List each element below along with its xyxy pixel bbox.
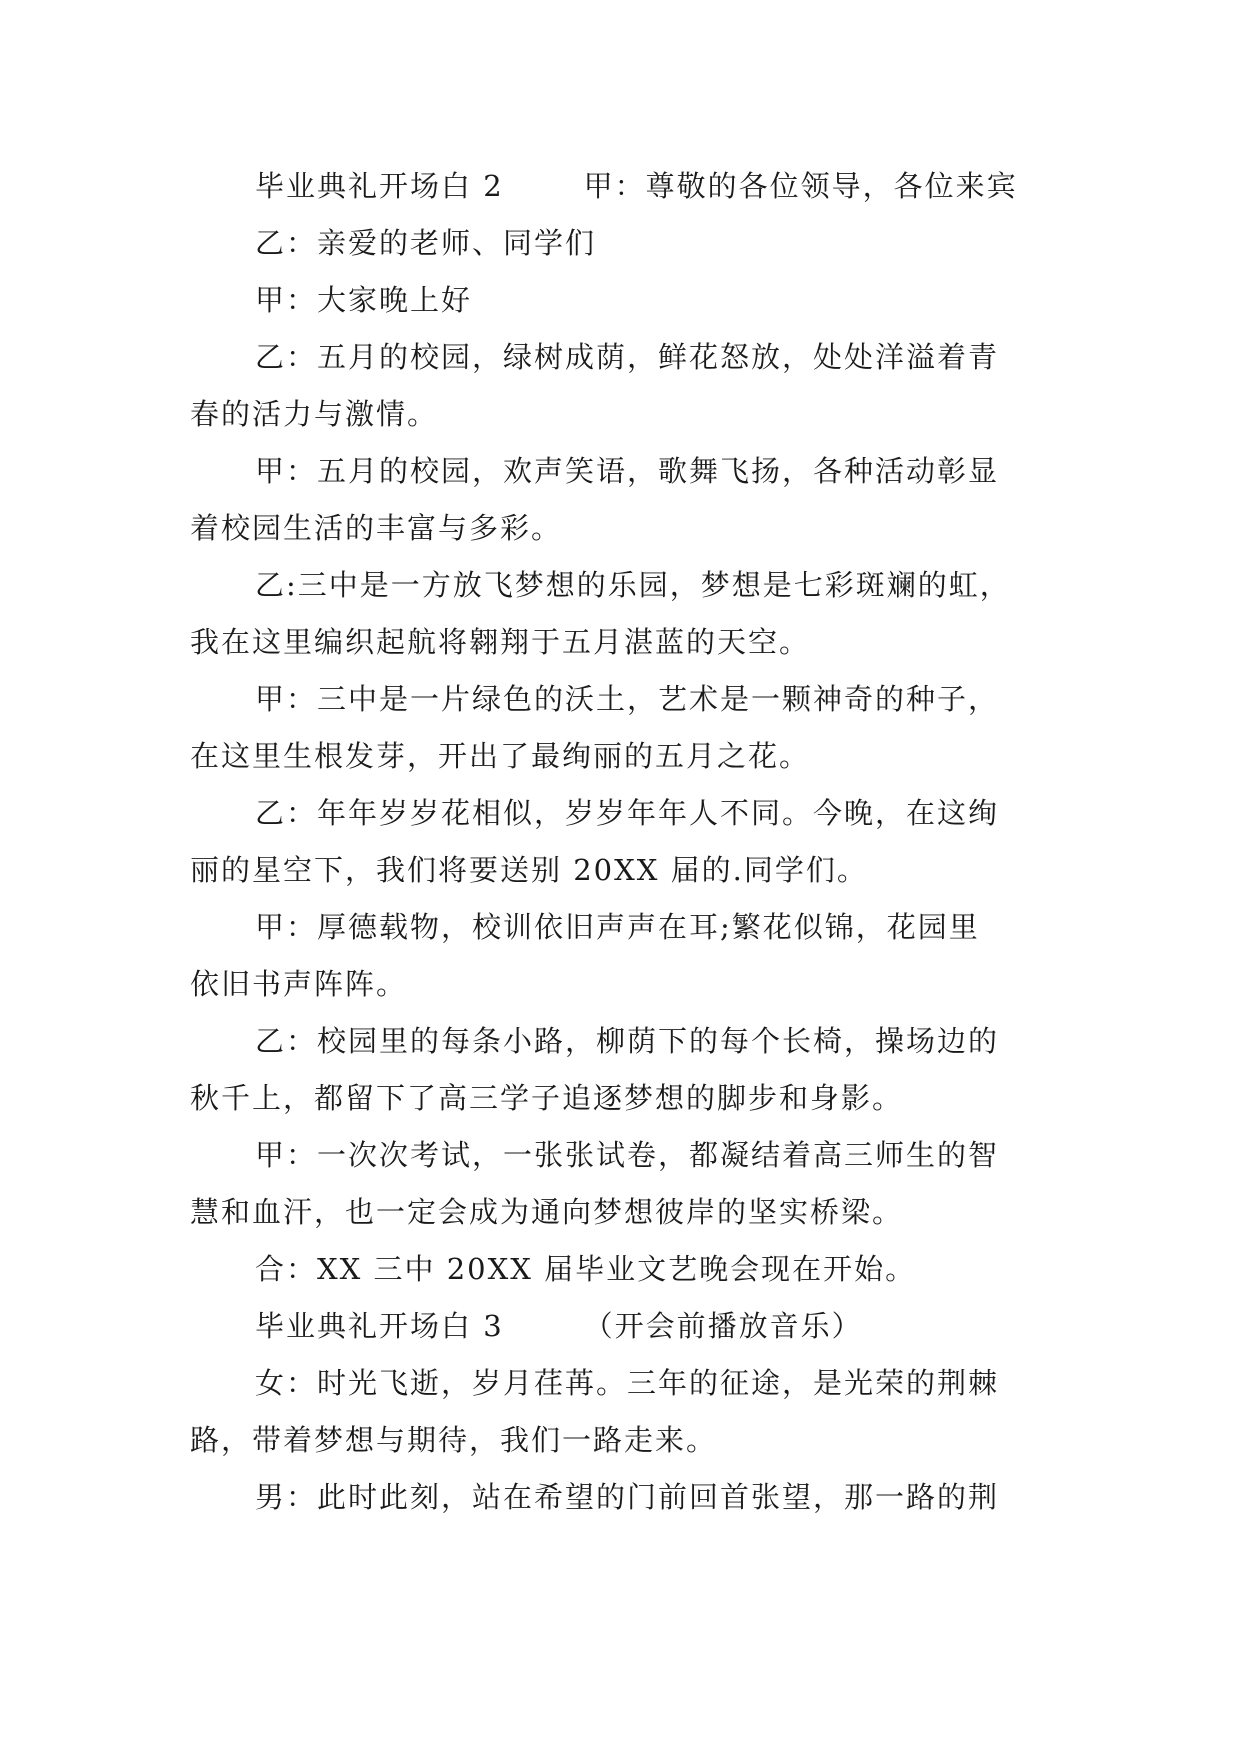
heading-text: 甲：尊敬的各位领导，各位来宾 <box>583 169 1018 203</box>
paragraph-line: 秋千上，都留下了高三学子追逐梦想的脚步和身影。 <box>190 1081 904 1115</box>
paragraph-line: 甲：一次次考试，一张张试卷，都凝结着高三师生的智 <box>255 1138 1000 1172</box>
paragraph-line: 乙：亲爱的老师、同学们 <box>255 226 597 260</box>
paragraph-line: 甲：三中是一片绿色的沃土，艺术是一颗神奇的种子， <box>255 682 1000 716</box>
paragraph-line: 路，带着梦想与期待，我们一路走来。 <box>190 1423 718 1457</box>
section-heading-3 <box>255 1306 1050 1346</box>
heading-title: 毕业典礼开场白 2 <box>255 169 504 203</box>
paragraph-line: 合：XX 三中 20XX 届毕业文艺晚会现在开始。 <box>255 1252 917 1286</box>
paragraph-line: 慧和血汗，也一定会成为通向梦想彼岸的坚实桥梁。 <box>190 1195 904 1229</box>
paragraph-line: 乙:三中是一方放飞梦想的乐园，梦想是七彩斑斓的虹， <box>255 568 1011 602</box>
paragraph-line: 甲：五月的校园，欢声笑语，歌舞飞扬，各种活动彰显 <box>255 454 1000 488</box>
paragraph-line: 春的活力与激情。 <box>190 397 439 431</box>
paragraph-line: 乙：五月的校园，绿树成荫，鲜花怒放，处处洋溢着青 <box>255 340 1000 374</box>
paragraph-line: 女：时光飞逝，岁月荏苒。三年的征途，是光荣的荆棘 <box>255 1366 1000 1400</box>
paragraph-line: 甲：大家晚上好 <box>255 283 473 317</box>
paragraph-line: 我在这里编织起航将翱翔于五月湛蓝的天空。 <box>190 625 811 659</box>
paragraph-line: 乙：校园里的每条小路，柳荫下的每个长椅，操场边的 <box>255 1024 1000 1058</box>
section-heading-2 <box>255 166 1050 206</box>
heading-title: 毕业典礼开场白 3 <box>255 1309 504 1343</box>
paragraph-line: 乙：年年岁岁花相似，岁岁年年人不同。今晚，在这绚 <box>255 796 1000 830</box>
paragraph-line: 丽的星空下，我们将要送别 20XX 届的.同学们。 <box>190 853 868 887</box>
paragraph-line: 着校园生活的丰富与多彩。 <box>190 511 563 545</box>
paragraph-line: 甲：厚德载物，校训依旧声声在耳;繁花似锦，花园里 <box>255 910 980 944</box>
heading-text: （开会前播放音乐） <box>583 1309 863 1343</box>
paragraph-line: 男：此时此刻，站在希望的门前回首张望，那一路的荆 <box>255 1480 1000 1514</box>
paragraph-line: 在这里生根发芽，开出了最绚丽的五月之花。 <box>190 739 811 773</box>
paragraph-line: 依旧书声阵阵。 <box>190 967 408 1001</box>
